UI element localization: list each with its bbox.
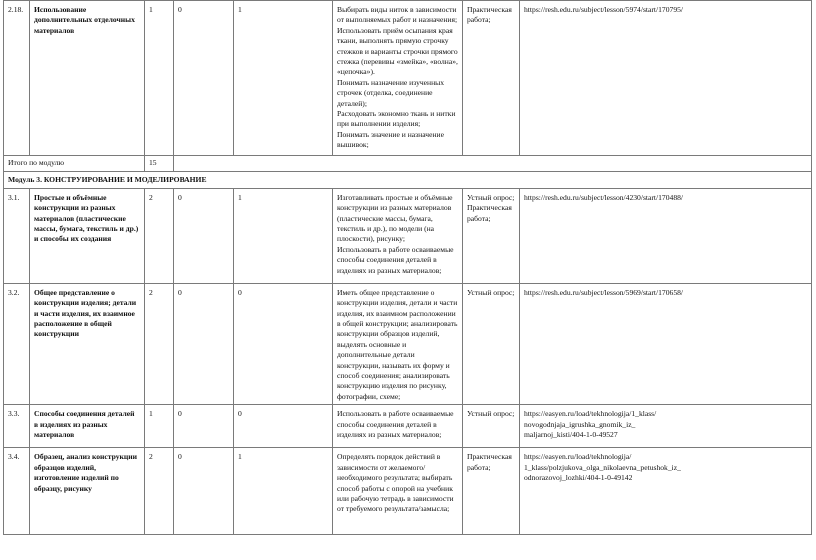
total-row	[4, 156, 812, 172]
module-title: Модуль 3. КОНСТРУИРОВАНИЕ И МОДЕЛИРОВАНИЕ	[4, 172, 812, 188]
resource-link[interactable]: https://resh.edu.ru/subject/lesson/5974/start/170795/	[520, 1, 812, 156]
hours-total: 1	[145, 405, 174, 448]
topic-name: Использование дополнительных отделочных материалов	[30, 1, 145, 156]
resource-link[interactable]: https://resh.edu.ru/subject/lesson/5969/start/170658/	[520, 283, 812, 404]
total-empty	[174, 156, 812, 172]
topic-name: Простые и объёмные конструкции из разных материалов (пластические массы, бумага, текстиль и др.) и способы их создания	[30, 188, 145, 283]
control-form: Практическая работа;	[463, 1, 520, 156]
resource-link[interactable]: https://resh.edu.ru/subject/lesson/4230/start/170488/	[520, 188, 812, 283]
activity-description: Выбирать виды ниток в зависимости от выполняемых работ и назначения; Использовать приём осыпания края ткани, выполнять прямую строчку стежков и варианты строчки прямого стежка (перевивы «змейка», «волна», «цепочка»). Понимать назначение изученных строчек (отделка, соединение деталей); Расходовать экономно ткань и нитки при выполнении изделия; Понимать значение и назначение вышивок;	[333, 1, 463, 156]
total-label: Итого по модулю	[4, 156, 145, 172]
hours-practice: 1	[234, 1, 333, 156]
table-row	[4, 283, 812, 404]
activity-description: Изготавливать простые и объёмные конструкции из разных материалов (пластические массы, бумага, текстиль и др.), по модели (на плоскости), рисунку; Использовать в работе осваиваемые способы соединения деталей в изделиях из разных материалов;	[333, 188, 463, 283]
hours-total: 1	[145, 1, 174, 156]
activity-description: Использовать в работе осваиваемые способы соединения деталей в изделиях из разных материалов;	[333, 405, 463, 448]
resource-link[interactable]: https://easyen.ru/load/tekhnologija/1_klass/ novogodnjaja_igrushka_gnomik_iz_ maljarnoj_kisti/404-1-0-49527	[520, 405, 812, 448]
hours-practice: 1	[234, 188, 333, 283]
hours-practice: 1	[234, 448, 333, 535]
hours-control: 0	[174, 188, 234, 283]
table-row	[4, 188, 812, 283]
table-row	[4, 405, 812, 448]
hours-practice: 0	[234, 283, 333, 404]
row-number: 2.18.	[4, 1, 30, 156]
module-header-row	[4, 172, 812, 188]
resource-link[interactable]: https://easyen.ru/load/tekhnologija/ 1_klass/polzjukova_olga_nikolaevna_petushok_iz_ odnorazovoj_lozhki/404-1-0-49142	[520, 448, 812, 535]
hours-practice: 0	[234, 405, 333, 448]
hours-control: 0	[174, 448, 234, 535]
row-number: 3.1.	[4, 188, 30, 283]
row-number: 3.2.	[4, 283, 30, 404]
hours-total: 2	[145, 448, 174, 535]
hours-control: 0	[174, 405, 234, 448]
activity-description: Иметь общее представление о конструкции изделия, детали и части изделия, их взаимном расположении в общей конструкции; анализировать конструкции образцов изделий, выделять основные и дополнительные детали конструкции, называть их форму и способ соединения; анализировать конструкцию изделия по рисунку, фотографии, схеме;	[333, 283, 463, 404]
control-form: Устный опрос;	[463, 405, 520, 448]
activity-description: Определять порядок действий в зависимости от желаемого/необходимого результата; выбирать способ работы с опорой на учебник или рабочую тетрадь в зависимости от требуемого результата/замысла;	[333, 448, 463, 535]
hours-control: 0	[174, 1, 234, 156]
control-form: Устный опрос; Практическая работа;	[463, 188, 520, 283]
topic-name: Общее представление о конструкции изделия; детали и части изделия, их взаимное расположение в общей конструкции	[30, 283, 145, 404]
lesson-plan-table	[3, 0, 812, 535]
topic-name: Образец, анализ конструкции образцов изделий, изготовление изделий по образцу, рисунку	[30, 448, 145, 535]
hours-control: 0	[174, 283, 234, 404]
table-row	[4, 448, 812, 535]
total-value: 15	[145, 156, 174, 172]
control-form: Устный опрос;	[463, 283, 520, 404]
hours-total: 2	[145, 188, 174, 283]
topic-name: Способы соединения деталей в изделиях из разных материалов	[30, 405, 145, 448]
control-form: Практическая работа;	[463, 448, 520, 535]
table-row	[4, 1, 812, 156]
row-number: 3.3.	[4, 405, 30, 448]
hours-total: 2	[145, 283, 174, 404]
row-number: 3.4.	[4, 448, 30, 535]
